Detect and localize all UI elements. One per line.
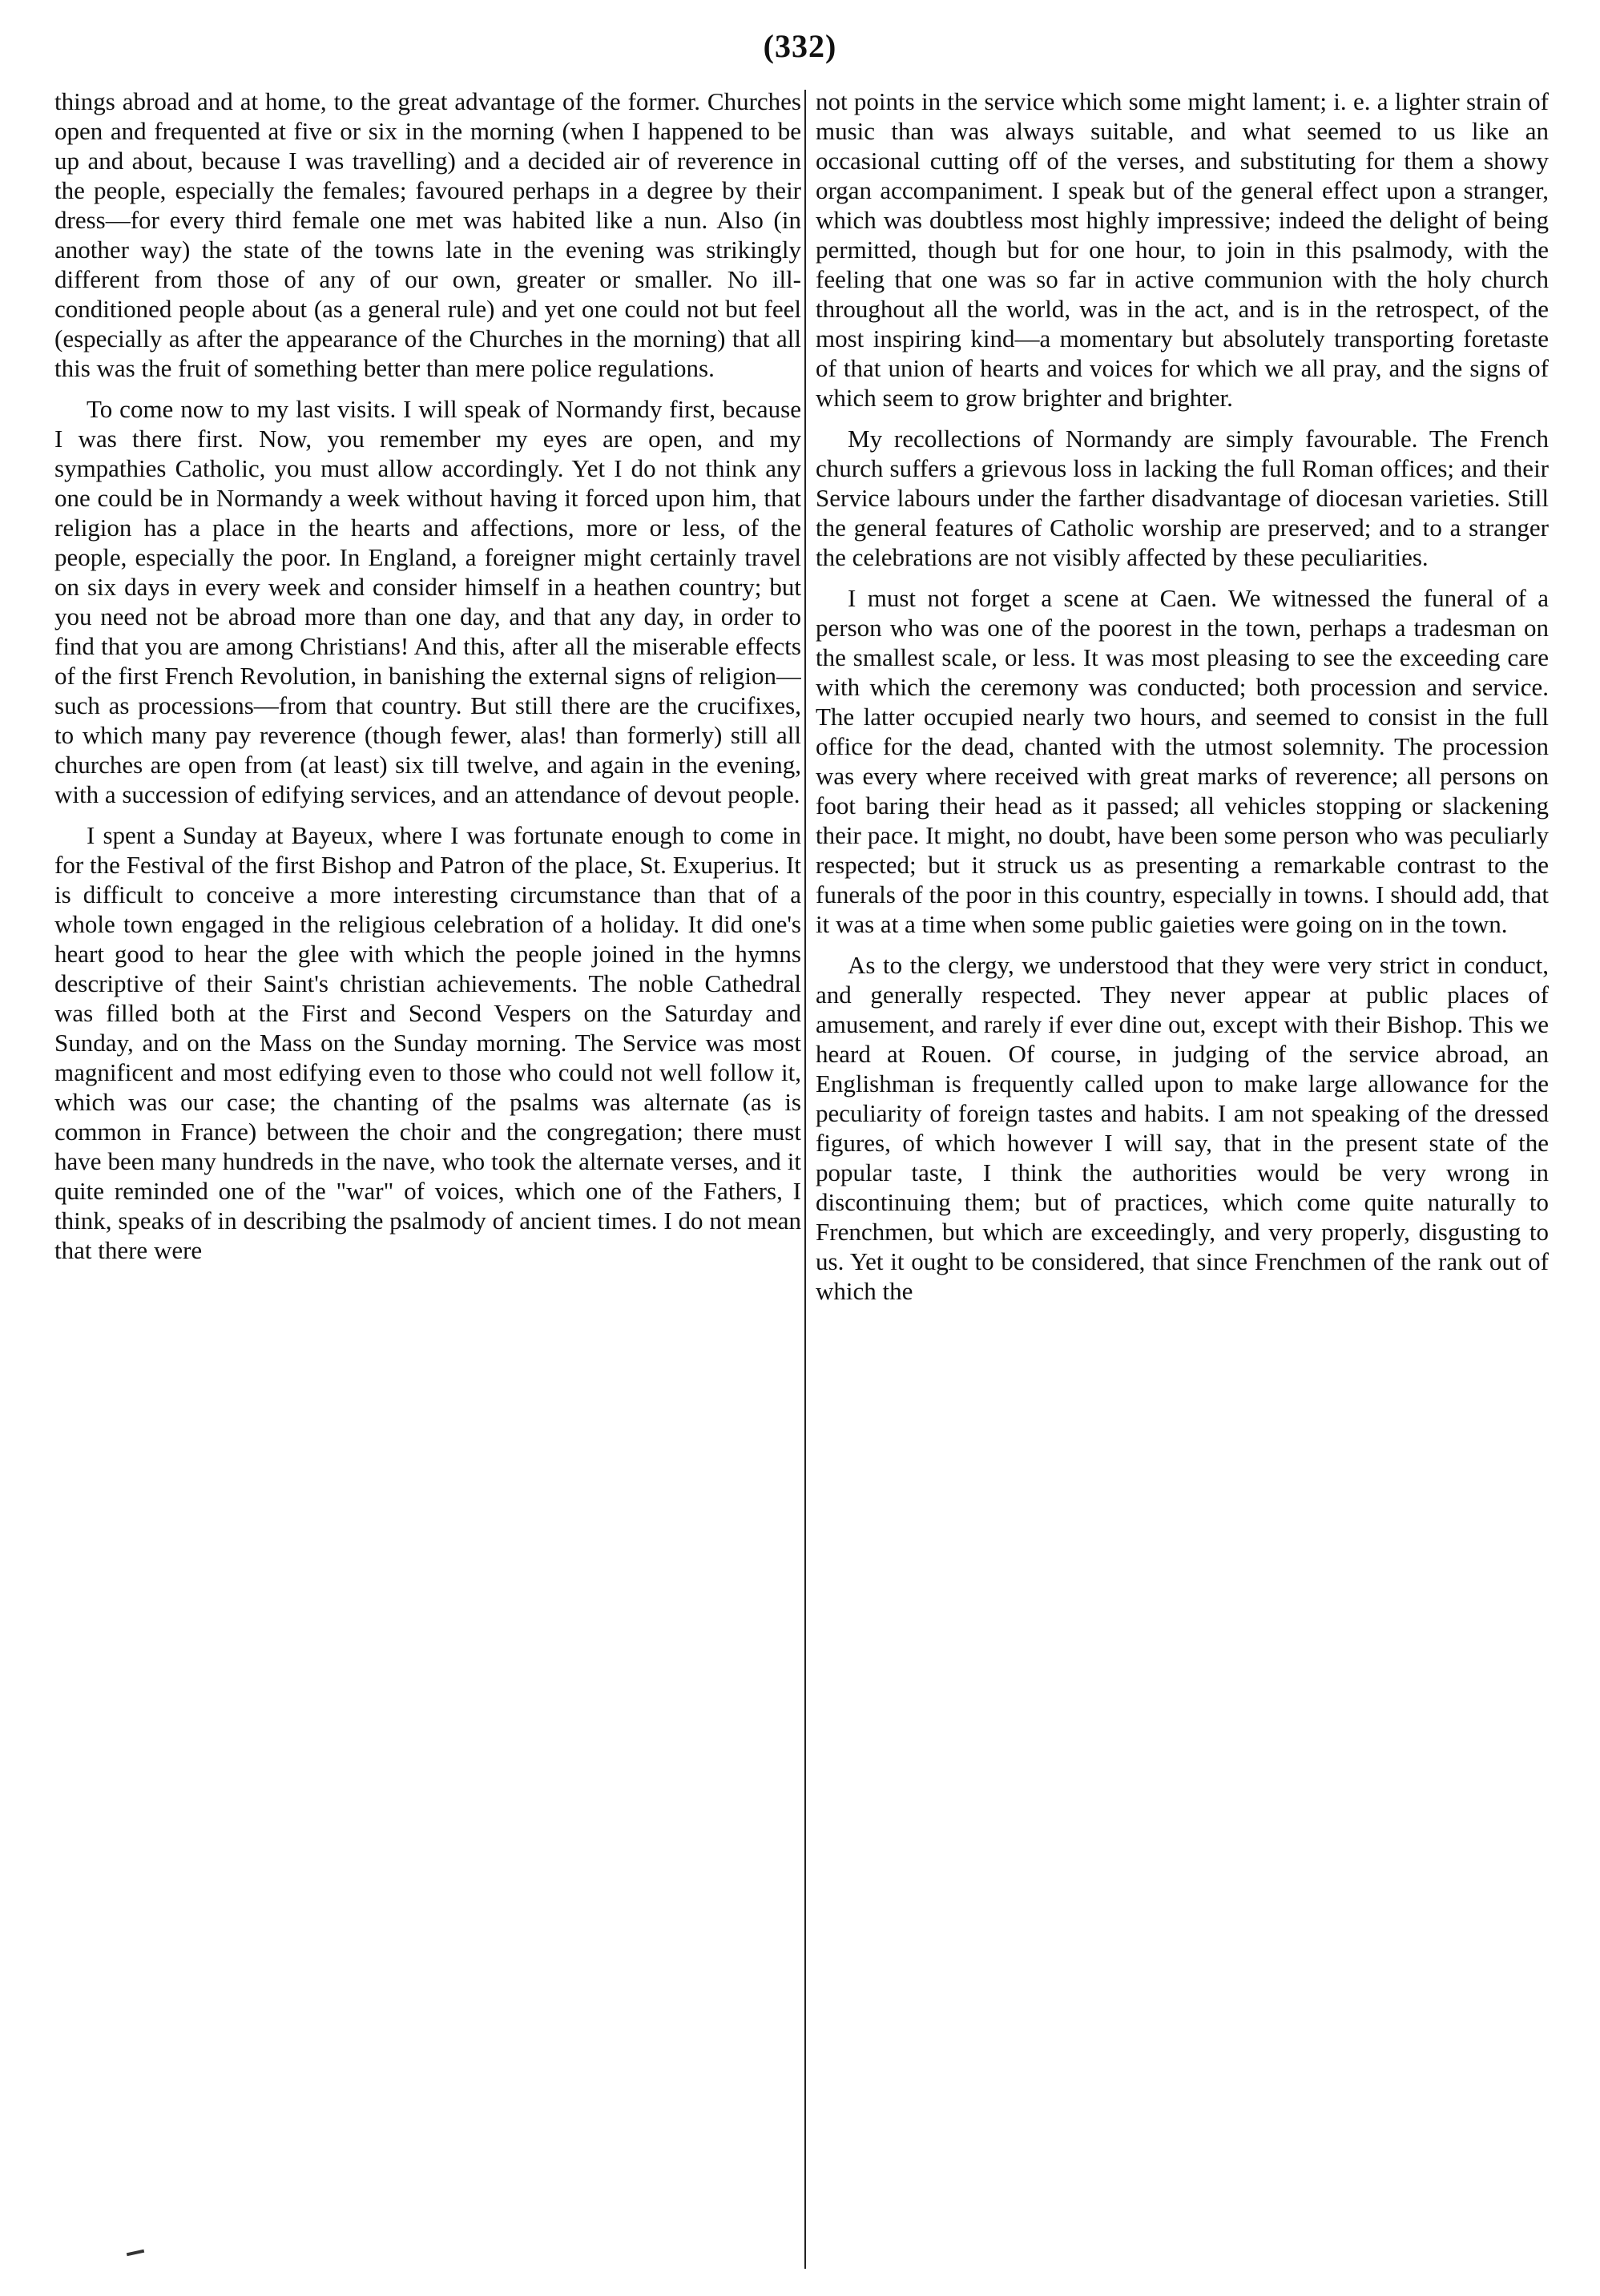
paragraph: not points in the service which some might lament; i. e. a lighter strain of music than was always suitable, and what seemed to us like an occasional cutting off of the verses, and substituting for them a showy organ accompaniment. I speak but of the general effect upon a stranger, which was doubtless most highly impressive; indeed the delight of being permitted, though but for one hour, to join in this psalmody, with the feeling that one was so far in active communion with the holy church throughout all the world, was in the act, and is in the retrospect, of the most inspiring kind—a momentary but absolutely transporting foretaste of that union of hearts and voices for which we all pray, and the signs of which seem to grow brighter and brighter. bbox=[816, 87, 1549, 412]
paragraph: As to the clergy, we understood that they were very strict in conduct, and generally respected. They never appear at public places of amusement, and rarely if ever dine out, except with their Bishop. This we heard at Rouen. Of course, in judging of the service abroad, an Englishman is frequently called upon to make large allowance for the peculiarity of foreign tastes and habits. I am not speaking of the dressed figures, of which however I will say, that in the present state of the popular taste, I think the authorities would be very wrong in discontinuing them; but of practices, which come quite naturally to Frenchmen, but which are exceedingly, and very properly, disgusting to us. Yet it ought to be considered, that since Frenchmen of the rank out of which the bbox=[816, 951, 1549, 1305]
ink-mark bbox=[127, 2250, 144, 2256]
right-column bbox=[816, 87, 1549, 2250]
paragraph: I spent a Sunday at Bayeux, where I was fortunate enough to come in for the Festival of the first Bishop and Patron of the place, St. Exuperius. It is difficult to conceive a more interesting circumstance than that of a whole town engaged in the religious celebration of a holiday. It did one's heart good to hear the glee with which the people joined in the hymns descriptive of their Saint's christian achievements. The noble Cathedral was filled both at the First and Second Vespers on the Saturday and Sunday, and on the Mass on the Sunday morning. The Service was most magnificent and most edifying even to those who could not well follow it, which was our case; the chanting of the psalms was alternate (as is common in France) between the choir and the congregation; there must have been many hundreds in the nave, who took the alternate verses, and it quite reminded one of the "war" of voices, which one of the Fathers, I think, speaks of in describing the psalmody of ancient times. I do not mean that there were bbox=[54, 821, 801, 1264]
paragraph: My recollections of Normandy are simply favourable. The French church suffers a grievous loss in lacking the full Roman offices; and their Service labours under the farther disadvantage of diocesan varieties. Still the general features of Catholic worship are preserved; and to a stranger the celebrations are not visibly affected by these peculiarities. bbox=[816, 425, 1549, 571]
left-column bbox=[54, 87, 801, 2250]
column-divider bbox=[804, 90, 806, 2269]
paragraph: things abroad and at home, to the great advantage of the former. Churches open and frequented at five or six in the morning (when I happened to be up and about, because I was travelling) and a decided air of reverence in the people, especially the females; favoured perhaps in a degree by their dress—for every third female one met was habited like a nun. Also (in another way) the state of the towns late in the evening was strikingly different from those of any of our own, greater or smaller. No ill-conditioned people about (as a general rule) and yet one could not but feel (especially as after the appearance of the Churches in the morning) that all this was the fruit of something better than mere police regulations. bbox=[54, 87, 801, 382]
paragraph: I must not forget a scene at Caen. We witnessed the funeral of a person who was one of the poorest in the town, perhaps a tradesman on the smallest scale, or less. It was most pleasing to see the exceeding care with which the ceremony was conducted; both procession and service. The latter occupied nearly two hours, and seemed to consist in the full office for the dead, chanted with the utmost solemnity. The procession was every where received with great marks of reverence; all persons on foot baring their head as it passed; all vehicles stopping or slackening their pace. It might, no doubt, have been some person who was peculiarly respected; but it struck us as presenting a remarkable contrast to the funerals of the poor in this country, especially in towns. I should add, that it was at a time when some public gaieties were going on in the town. bbox=[816, 584, 1549, 938]
paragraph: To come now to my last visits. I will speak of Normandy first, because I was there first. Now, you remember my eyes are open, and my sympathies Catholic, you must allow accordingly. Yet I do not think any one could be in Normandy a week without having it forced upon him, that religion has a place in the hearts and affections, more or less, of the people, especially the poor. In England, a foreigner might certainly travel on six days in every week and consider himself in a heathen country; but you need not be abroad more than one day, and that any day, in order to find that you are among Christians! And this, after all the miserable effects of the first French Revolution, in banishing the external signs of religion—such as processions—from that country. But still there are the crucifixes, to which many pay reverence (though fewer, alas! than formerly) still all churches are open from (at least) six till twelve, and again in the evening, with a succession of edifying services, and an attendance of devout people. bbox=[54, 395, 801, 808]
page-number: (332) bbox=[763, 28, 837, 64]
